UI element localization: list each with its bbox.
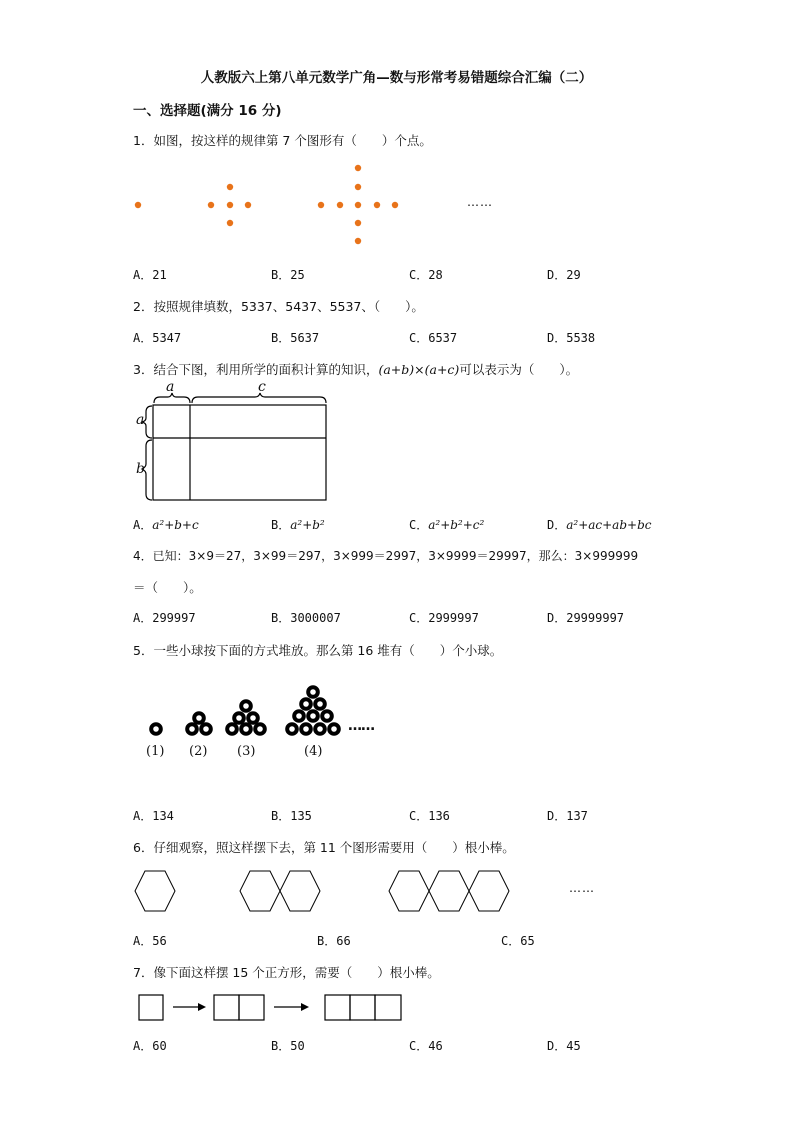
q5-pile-label-3: (3) — [237, 744, 256, 759]
q3-option-d[interactable]: D．a²+ac+ab+bc — [547, 518, 652, 532]
q5-ellipsis: …… — [348, 718, 374, 734]
arrow-head — [301, 1003, 309, 1011]
question-2-stem: 2．按照规律填数，5337、5437、5537、（ ）。 — [133, 299, 424, 314]
q3-label-a-side: a — [136, 412, 145, 428]
q3-option-b[interactable]: B．a²+b² — [271, 518, 325, 532]
q4-option-a[interactable]: A．299997 — [133, 611, 196, 625]
q7-option-b[interactable]: B．50 — [271, 1039, 305, 1053]
q3-option-c[interactable]: C．a²+b²+c² — [409, 518, 485, 532]
q5-pile-label-2: (2) — [189, 744, 208, 759]
q3-stem-pre: 3．结合下图，利用所学的面积计算的知识， — [133, 362, 379, 377]
q5-option-d[interactable]: D．137 — [547, 809, 588, 823]
q3-stem-post: 可以表示为（ ）。 — [459, 362, 579, 377]
q6-option-c[interactable]: C．65 — [501, 934, 535, 948]
section-heading: 一、选择题(满分 16 分) — [133, 103, 282, 119]
page-title: 人教版六上第八单元数学广角—数与形常考易错题综合汇编（二） — [200, 70, 593, 86]
q5-option-a[interactable]: A．134 — [133, 809, 174, 823]
q3-option-a[interactable]: A．a²+b+c — [133, 518, 199, 532]
square — [325, 995, 350, 1020]
q2-option-c[interactable]: C．6537 — [409, 331, 458, 345]
q6-option-b[interactable]: B．66 — [317, 934, 351, 948]
q5-pile-label-1: (1) — [146, 744, 165, 759]
question-7-stem: 7．像下面这样摆 15 个正方形，需要（ ）根小棒。 — [133, 965, 440, 980]
q5-option-c[interactable]: C．136 — [409, 809, 450, 823]
square — [375, 995, 401, 1020]
question-4-stem-line1: 4．已知：3×9＝27，3×99＝297，3×999＝2997，3×9999＝29997，那么：3×999999 — [133, 549, 639, 563]
q3-label-c-top: c — [258, 379, 266, 395]
q3-label-a-top: a — [166, 379, 175, 395]
q4-option-c[interactable]: C．2999997 — [409, 611, 479, 625]
q4-option-b[interactable]: B．3000007 — [271, 611, 341, 625]
square — [350, 995, 375, 1020]
question-6-stem: 6．仔细观察，照这样摆下去，第 11 个图形需要用（ ）根小棒。 — [133, 840, 515, 855]
q3-label-b-side: b — [136, 461, 145, 477]
q6-ellipsis: …… — [569, 881, 595, 895]
q5-pile-label-4: (4) — [304, 744, 323, 759]
q2-option-b[interactable]: B．5637 — [271, 331, 320, 345]
q5-option-b[interactable]: B．135 — [271, 809, 312, 823]
q2-option-a[interactable]: A．5347 — [133, 331, 182, 345]
arrow-head — [198, 1003, 206, 1011]
q1-ellipsis: …… — [467, 195, 493, 209]
q7-option-c[interactable]: C．46 — [409, 1039, 443, 1053]
q1-option-d[interactable]: D．29 — [547, 268, 581, 282]
q1-option-b[interactable]: B．25 — [271, 268, 305, 282]
q3-stem-math: (a+b)×(a+c) — [378, 362, 460, 377]
square — [214, 995, 239, 1020]
square — [239, 995, 264, 1020]
square — [139, 995, 163, 1020]
q1-option-a[interactable]: A．21 — [133, 268, 167, 282]
q4-option-d[interactable]: D．29999997 — [547, 611, 625, 625]
q7-option-a[interactable]: A．60 — [133, 1039, 167, 1053]
q6-option-a[interactable]: A．56 — [133, 934, 167, 948]
q2-option-d[interactable]: D．5538 — [547, 331, 596, 345]
question-5-stem: 5．一些小球按下面的方式堆放。那么第 16 堆有（ ）个小球。 — [133, 643, 503, 658]
q1-option-c[interactable]: C．28 — [409, 268, 443, 282]
question-1-stem: 1．如图，按这样的规律第 7 个图形有（ ）个点。 — [133, 133, 432, 148]
question-4-stem-line2: ＝（ ）。 — [133, 580, 202, 595]
q7-option-d[interactable]: D．45 — [547, 1039, 581, 1053]
